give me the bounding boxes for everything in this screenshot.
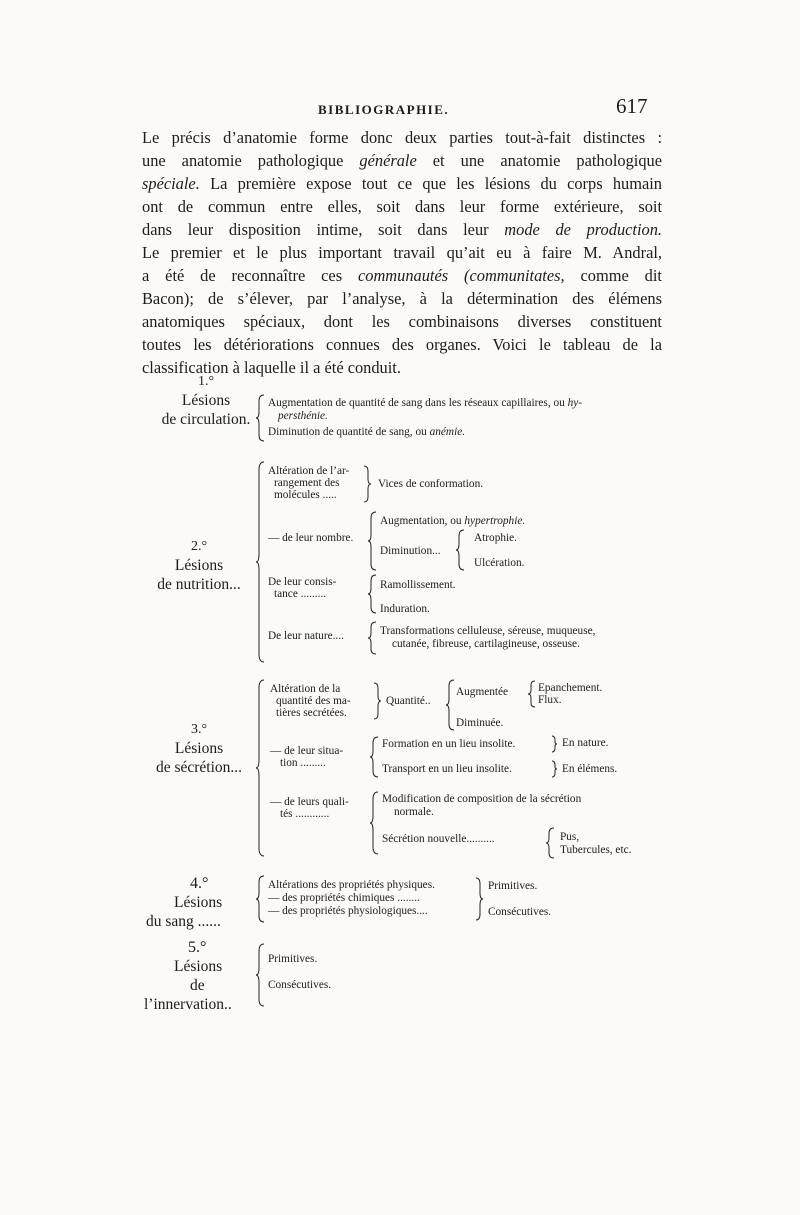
paragraph-line: Bacon); de s’élever, par l’analyse, à la détermination des élémens <box>142 289 662 308</box>
pus-label: Pus, <box>560 831 580 843</box>
group-title: Lésions <box>181 392 231 409</box>
paragraph-line: classification à laquelle il a été conduit. <box>142 358 401 377</box>
diminuee-label: Diminuée. <box>456 717 504 729</box>
situation-label: — de leur situa- tion ......... <box>270 745 344 769</box>
paragraph-line: Le précis d’anatomie forme donc deux parties tout-à-fait distinctes : <box>142 128 662 147</box>
arrangement-result: Vices de conformation. <box>378 478 484 490</box>
circulation-item: Diminution de quantité de sang, ou anémie. <box>268 426 466 438</box>
group-title: Lésions <box>174 958 223 975</box>
brace-icon <box>546 828 556 858</box>
paragraph-line: dans leur disposition intime, soit dans leur mode de production. <box>142 220 662 239</box>
group-title: de sécrétion... <box>155 759 243 776</box>
circulation-item-continued: persthénie. <box>278 410 328 422</box>
modification-label-continued: normale. <box>394 806 434 818</box>
circulation-item: Augmentation de quantité de sang dans les réseaux capillaires, ou hy- <box>268 397 583 409</box>
consistance-label: De leur consis- tance ......... <box>268 576 337 600</box>
group-number: 5.° <box>188 939 207 956</box>
secretion-nouvelle-label: Sécrétion nouvelle.......... <box>382 833 495 845</box>
group-title: l’innervation.. <box>144 996 232 1013</box>
brace-icon <box>370 737 380 777</box>
group-number: 1.° <box>197 374 215 389</box>
group-title: Lésions <box>174 557 224 574</box>
brace-icon <box>370 792 380 854</box>
paragraph-line: a été de reconnaître ces communautés (communitates, comme dit <box>142 266 662 285</box>
circulation-group-label <box>150 372 262 429</box>
paragraph-line: ont de commun entre elles, soit dans leur forme extérieure, soit <box>142 197 662 216</box>
quantite-label: Quantité.. <box>386 695 431 707</box>
brace-icon <box>364 466 372 502</box>
paragraph-line: toutes les détériorations connues des organes. Voici le tableau de la <box>142 335 662 354</box>
page-number: 617 <box>616 94 648 118</box>
sang-item: Altérations des propriétés physiques. <box>268 879 435 891</box>
brace-icon <box>368 512 378 570</box>
en-nature-label: En nature. <box>562 737 609 749</box>
paragraph-line: spéciale. La première expose tout ce que les lésions du corps humain <box>142 174 662 193</box>
qualites-label: — de leurs quali- tés ............ <box>270 796 349 820</box>
diminution-label: Diminution... <box>380 545 441 557</box>
group-title: du sang ...... <box>146 913 221 930</box>
innervation-consecutives-label: Consécutives. <box>268 979 332 991</box>
innervation-primitives-label: Primitives. <box>268 953 318 965</box>
transformations-label: Transformations celluleuse, séreuse, muqueuse, <box>380 625 596 637</box>
group-number: 3.° <box>190 722 208 737</box>
augmentee-label: Augmentée <box>456 686 509 698</box>
induration-label: Induration. <box>380 603 430 615</box>
brace-icon <box>256 680 266 856</box>
modification-label: Modification de composition de la sécrétion <box>382 793 582 805</box>
running-title: BIBLIOGRAPHIE. <box>318 102 450 117</box>
group-number: 4.° <box>190 875 209 892</box>
brace-icon <box>552 761 558 777</box>
paragraph-line: Le premier et le plus important travail qu’ait eu à faire M. Andral, <box>142 243 662 262</box>
paragraph-line: anatomiques spéciaux, dont les combinaisons diverses constituent <box>142 312 662 331</box>
sang-group-label <box>138 874 260 931</box>
brace-icon <box>256 876 266 922</box>
tubercules-label: Tubercules, etc. <box>560 844 632 856</box>
epanchement-label: Epanchement. <box>538 682 603 694</box>
group-title: de circulation. <box>161 411 251 428</box>
brace-icon <box>374 683 382 719</box>
intro-paragraph <box>142 126 662 379</box>
paragraph-line: une anatomie pathologique générale et une anatomie pathologique <box>142 151 662 170</box>
brace-icon <box>476 878 484 920</box>
group-title: de nutrition... <box>157 576 241 593</box>
group-number: 2.° <box>190 539 208 554</box>
brace-icon <box>256 395 266 441</box>
ulceration-label: Ulcération. <box>474 557 525 569</box>
brace-icon <box>552 736 558 752</box>
transport-label: Transport en un lieu insolite. <box>382 763 512 775</box>
brace-icon <box>446 680 456 730</box>
sang-item: — des propriétés chimiques ........ <box>268 892 420 904</box>
sang-consecutives-label: Consécutives. <box>488 906 552 918</box>
transformations-label-continued: cutanée, fibreuse, cartilagineuse, osseuse. <box>392 638 580 650</box>
sang-item: — des propriétés physiologiques.... <box>268 905 428 917</box>
nature-label: De leur nature.... <box>268 630 344 642</box>
brace-icon <box>368 622 378 654</box>
ramollissement-label: Ramollissement. <box>380 579 456 591</box>
atrophie-label: Atrophie. <box>474 532 517 544</box>
augmentation-label: Augmentation, ou hypertrophie. <box>380 515 526 527</box>
brace-icon <box>528 681 536 707</box>
formation-label: Formation en un lieu insolite. <box>382 738 516 750</box>
brace-icon <box>256 944 266 1006</box>
arrangement-label: Altération de l’ar- rangement des molécules ..... <box>268 465 350 501</box>
innervation-group-label <box>138 938 260 1014</box>
group-title: Lésions <box>174 894 223 911</box>
sang-primitives-label: Primitives. <box>488 880 538 892</box>
brace-icon <box>456 530 466 570</box>
nutrition-group-label <box>140 537 258 594</box>
alteration-quantite-label: Altération de la quantité des ma- tières secrétées. <box>270 683 351 719</box>
en-elemens-label: En élémens. <box>562 763 618 775</box>
group-title: Lésions <box>174 740 224 757</box>
brace-icon <box>368 575 378 613</box>
group-title: de <box>190 977 205 994</box>
nombre-label: — de leur nombre. <box>268 532 354 544</box>
flux-label: Flux. <box>538 694 562 706</box>
brace-icon <box>256 462 266 662</box>
secretion-group-label <box>140 720 258 777</box>
